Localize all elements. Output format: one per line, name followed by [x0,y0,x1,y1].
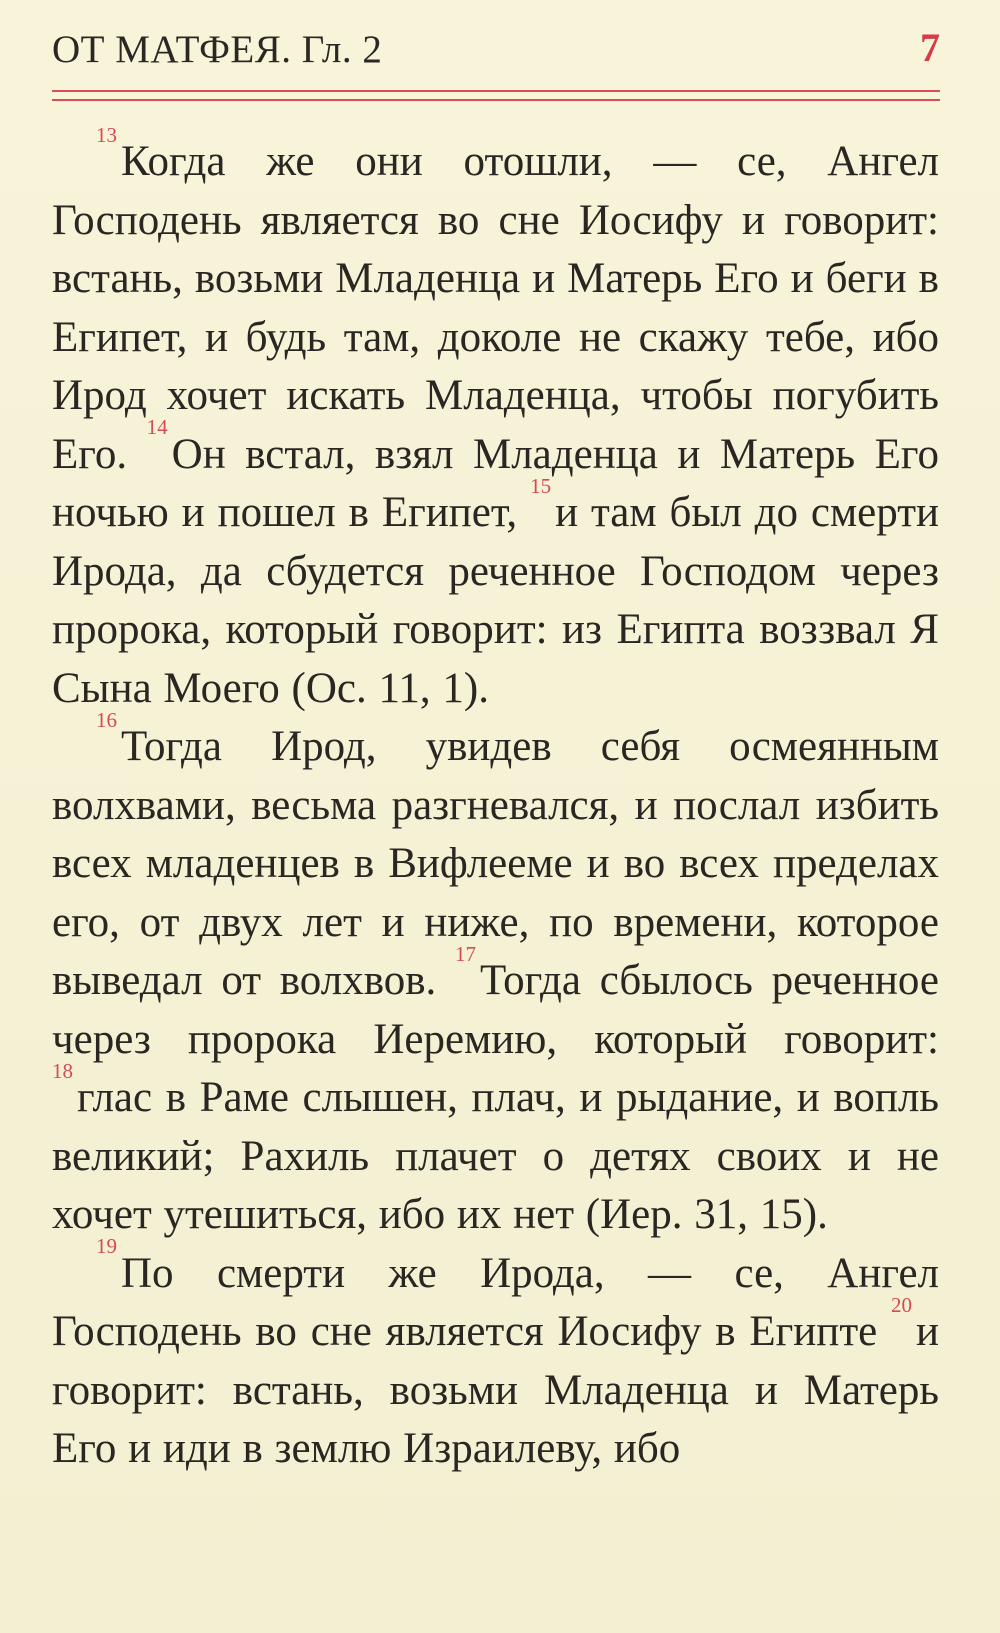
verse-20: и говорит: встань, возьми Младенца и Матерь Его и иди в землю Израилеву, ибо [52,1308,940,1472]
page-header [52,24,940,84]
verse-15: и там был до смерти Ирода, да сбудется реченное Господом через пророка, который говорит: из Египта воззвал Я Сына Моего (Ос. 11, 1). [52,489,939,712]
verse-number-15: 15 [530,473,552,498]
verse-16: Тогда Ирод, увидев себя осмеянным волхвами, весьма разгневался, и послал избить всех младенцев в Вифлееме и во всех пределах его, от двух лет и ниже, по времени, которое выведал от волхвов. [52,723,939,1004]
verse-number-14: 14 [146,415,168,440]
verse-number-18: 18 [52,1058,73,1083]
header-rule-bottom [52,99,940,101]
paragraph-2 [52,707,939,1245]
header-rule-top [52,90,940,92]
verse-14: Он встал, взял Младенца и Матерь Его ночью и пошел в Египет, [52,430,939,536]
verse-13: Когда же они отошли, — се, Ангел Господень является во сне Иосифу и говорит: встань, возьми Младенца и Матерь Его и беги в Египет, и будь там, доколе не скажу тебе, ибо Ирод хочет искать Младенца, чтобы погубить Его. [52,138,939,478]
verse-number-16: 16 [96,707,117,732]
verse-18: глас в Раме слышен, плач, и рыдание, и вопль великий; Рахиль плачет о детях своих и не хочет утешиться, ибо их нет (Иер. 31, 15). [52,1074,939,1238]
paragraph-1 [52,122,939,718]
running-title: ОТ МАТФЕЯ. Гл. 2 [52,28,383,71]
verse-number-20: 20 [891,1292,912,1317]
verse-number-19: 19 [96,1234,117,1259]
paragraph-3 [52,1234,940,1479]
scripture-text [52,122,940,1479]
verse-19: По смерти же Ирода, — се, Ангел Господень во сне является Иосифу в Египте [52,1249,939,1355]
page-number: 7 [920,25,940,70]
verse-17: Тогда сбылось реченное через пророка Иеремию, который говорит: [52,957,939,1063]
verse-number-17: 17 [455,941,477,966]
verse-number-13: 13 [96,122,117,147]
